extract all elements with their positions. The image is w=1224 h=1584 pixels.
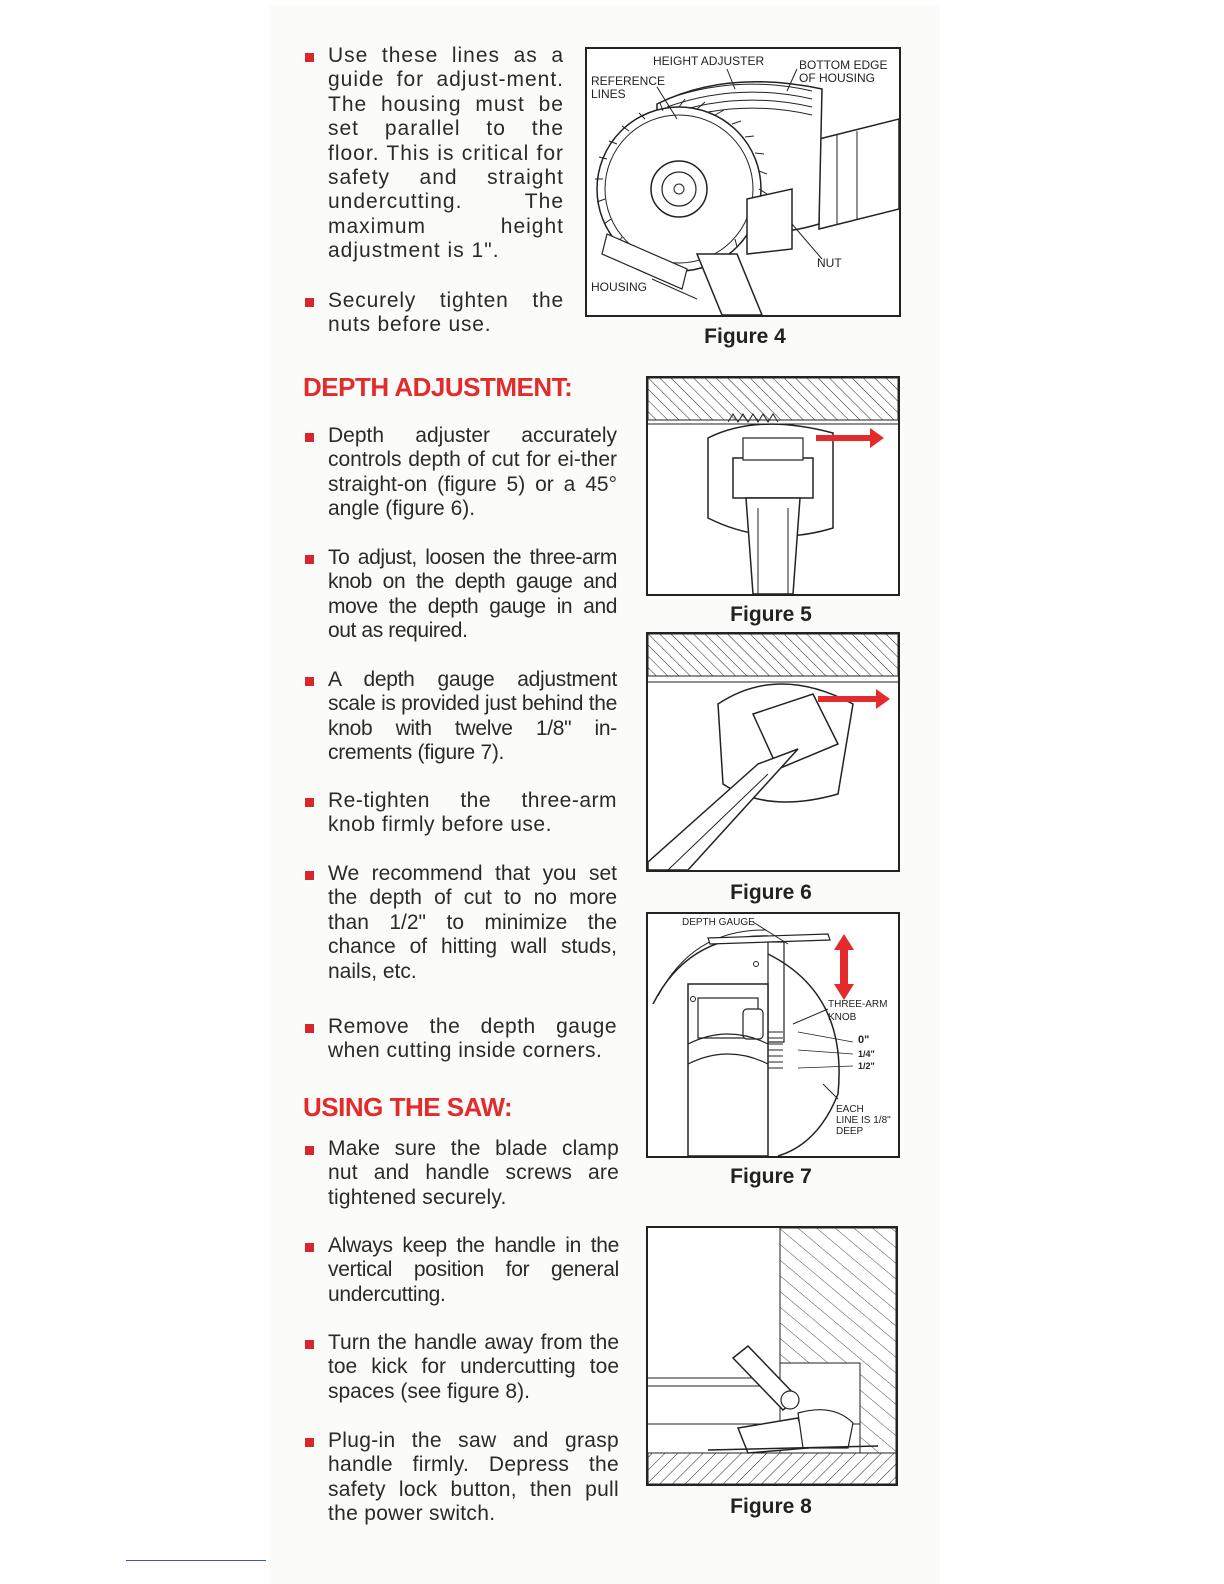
bullet-text: To adjust, loosen the three-arm knob on the depth gauge and move the depth gauge in and out as required. <box>328 546 617 643</box>
figure-7-caption: Figure 7 <box>730 1165 812 1188</box>
label-each-line: EACH LINE IS 1/8" DEEP <box>836 1104 891 1137</box>
bullet-square-icon <box>305 53 314 62</box>
label-scale-0: 0" <box>858 1034 870 1046</box>
bullet-text: Securely tighten the nuts before use. <box>328 289 564 337</box>
label-depth-gauge: DEPTH GAUGE <box>682 917 755 928</box>
bullet-text: Plug-in the saw and grasp handle firmly. Depress the safety lock button, then pull the power switch. <box>328 1429 619 1526</box>
label-housing: HOUSING <box>591 280 648 294</box>
bullet-tighten-nuts <box>305 289 565 341</box>
bullet-text: Remove the depth gauge when cutting inside corners. <box>328 1015 617 1063</box>
bullet-square-icon <box>305 555 314 564</box>
figure-6-illustration <box>646 632 900 872</box>
direction-arrow-icon <box>648 634 898 870</box>
label-scale-quarter: 1/4" <box>858 1049 875 1059</box>
label-bottom-edge: BOTTOM EDGE OF HOUSING <box>799 58 888 85</box>
label-scale-half: 1/2" <box>858 1061 875 1071</box>
bullet-square-icon <box>305 871 314 880</box>
bullet-square-icon <box>305 433 314 442</box>
footer-rule <box>126 1560 266 1561</box>
bullet-square-icon <box>305 1024 314 1033</box>
figure-7-illustration <box>646 912 900 1158</box>
bullet-text: Re-tighten the three-arm knob firmly before use. <box>328 789 617 837</box>
bullet-square-icon <box>305 1438 314 1447</box>
bullet-square-icon <box>305 1243 314 1252</box>
label-height-adjuster: HEIGHT ADJUSTER <box>653 54 765 68</box>
bullet-text: We recommend that you set the depth of cut to no more than 1/2" to minimize the chance of hitting wall studs, nails, etc. <box>328 862 617 983</box>
bullet-text: Depth adjuster accurately controls depth of cut for ei-ther straight-on (figure 5) or a 45° angle (figure 6). <box>328 424 617 521</box>
bullet-text: Make sure the blade clamp nut and handle screws are tightened securely. <box>328 1137 619 1209</box>
bullet-text: Use these lines as a guide for adjust-ment. The housing must be set parallel to the floor. This is critical for safety and straight undercutting. The maximum height adjustment is 1". <box>328 44 564 263</box>
toe-kick-undercut-drawing <box>648 1228 896 1484</box>
label-three-arm-knob: THREE-ARM KNOB <box>828 999 888 1023</box>
figure-8-caption: Figure 8 <box>730 1495 812 1518</box>
depth-adjustment-heading: DEPTH ADJUSTMENT: <box>303 372 573 402</box>
direction-arrow-icon <box>648 378 898 594</box>
bullet-square-icon <box>305 1340 314 1349</box>
figure-4-caption: Figure 4 <box>704 325 786 348</box>
figure-8-illustration <box>646 1226 898 1486</box>
bullet-text: A depth gauge adjustment scale is provided just behind the knob with twelve 1/8" in-crements (figure 7). <box>328 668 617 765</box>
bullet-square-icon <box>305 1146 314 1155</box>
figure-5-caption: Figure 5 <box>730 603 812 626</box>
bullet-text: Turn the handle away from the toe kick for undercutting toe spaces (see figure 8). <box>328 1331 619 1403</box>
figure-6-caption: Figure 6 <box>730 881 812 904</box>
bullet-square-icon <box>305 677 314 686</box>
bullet-square-icon <box>305 298 314 307</box>
using-the-saw-heading: USING THE SAW: <box>303 1092 513 1122</box>
label-reference-lines: REFERENCE LINES <box>591 74 666 101</box>
bullet-square-icon <box>305 798 314 807</box>
bullet-guide-lines <box>305 44 565 264</box>
figure-5-illustration <box>646 376 900 596</box>
label-nut: NUT <box>817 256 842 270</box>
bullet-text: Always keep the handle in the vertical position for general undercutting. <box>328 1234 619 1306</box>
figure-4-illustration <box>585 47 901 317</box>
